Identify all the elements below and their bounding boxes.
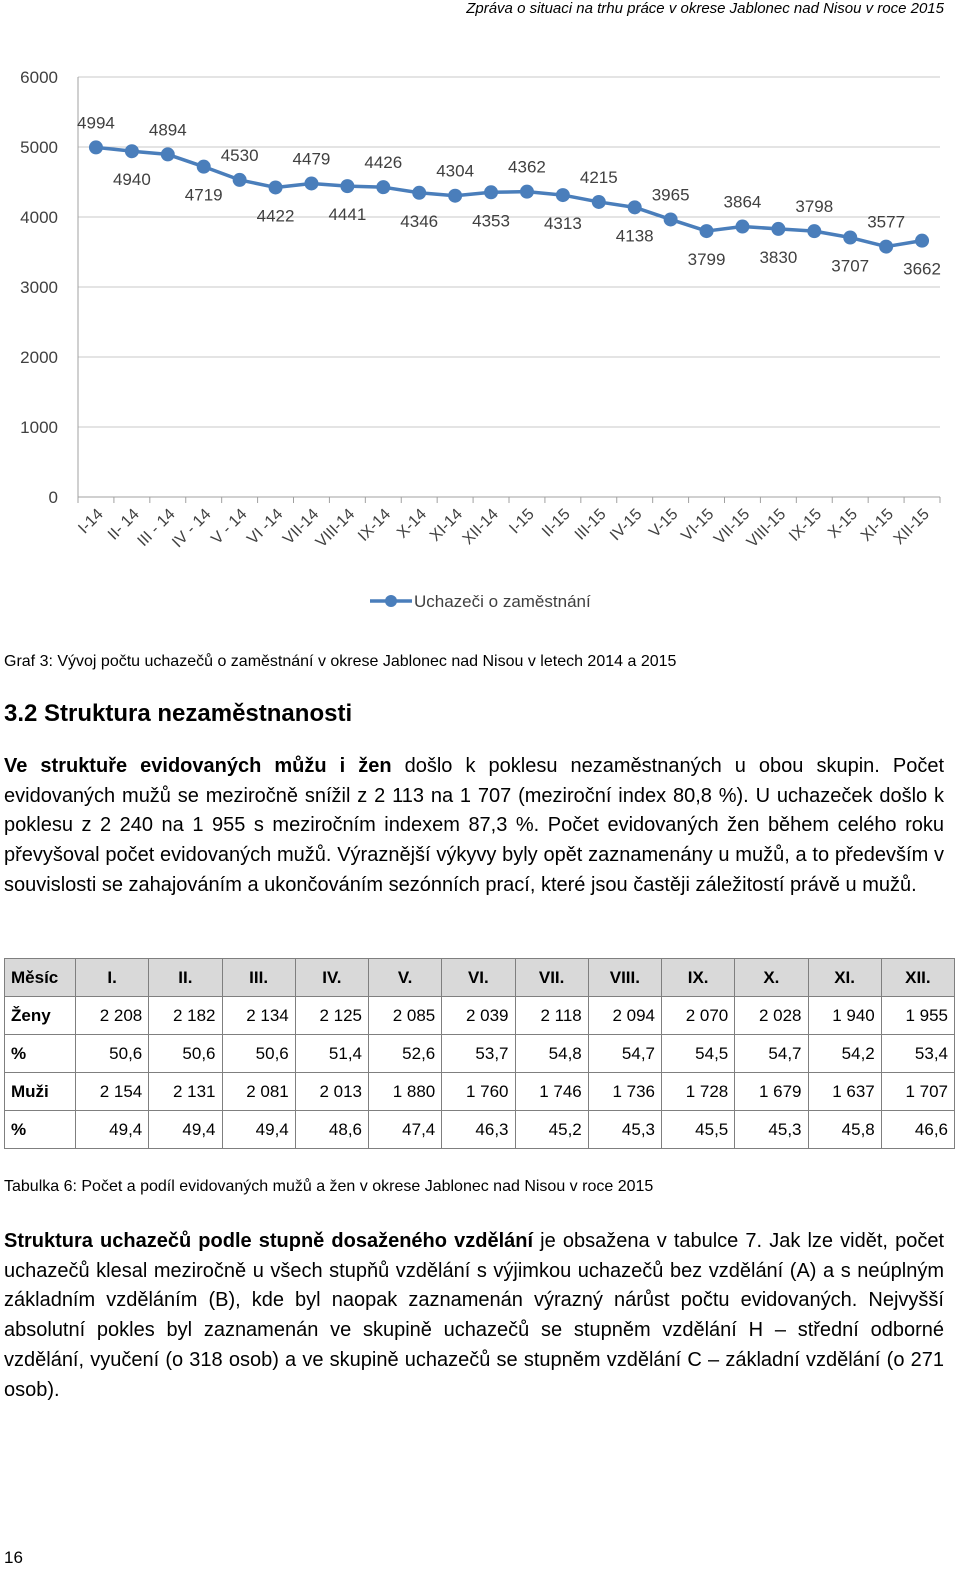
data-label: 4426	[364, 153, 403, 173]
table-cell: 2 013	[295, 1073, 368, 1111]
data-label: 4313	[543, 214, 582, 234]
x-tick-label: X-14	[394, 505, 431, 542]
row-label-cell: %	[5, 1035, 76, 1073]
x-tick-label: I-14	[75, 505, 107, 538]
x-tick-label: XII-15	[890, 505, 933, 549]
table-cell: 2 154	[76, 1073, 149, 1111]
data-point	[520, 185, 534, 199]
table-row	[5, 1035, 955, 1073]
table-header-cell: I.	[76, 959, 149, 997]
data-point	[879, 240, 893, 254]
chart-caption: Graf 3: Vývoj počtu uchazečů o zaměstnání v okrese Jablonec nad Nisou v letech 2014 a 2015	[4, 653, 677, 670]
data-point	[807, 224, 821, 238]
table-header-cell: Měsíc	[5, 959, 76, 997]
x-tick-label: II- 14	[104, 505, 143, 544]
table-row	[5, 1073, 955, 1111]
table-cell: 54,7	[735, 1035, 808, 1073]
data-point	[412, 186, 426, 200]
x-tick-label: IV - 14	[169, 505, 215, 552]
data-point	[700, 224, 714, 238]
x-tick-label: VIII-14	[312, 505, 359, 552]
table-cell: 50,6	[222, 1035, 295, 1073]
data-point	[592, 195, 606, 209]
y-tick-label: 1000	[20, 418, 58, 437]
data-point	[484, 185, 498, 199]
x-tick-label: VI-15	[678, 505, 718, 545]
table-cell: 2 131	[149, 1073, 222, 1111]
data-label: 3799	[687, 250, 726, 270]
table-cell: 1 736	[588, 1073, 661, 1111]
data-label: 4940	[112, 170, 151, 190]
row-label-cell: %	[5, 1111, 76, 1149]
table-header-cell: VIII.	[588, 959, 661, 997]
table-row	[5, 1111, 955, 1149]
data-point	[628, 200, 642, 214]
table-cell: 50,6	[149, 1035, 222, 1073]
table-cell: 50,6	[76, 1035, 149, 1073]
data-label: 4353	[472, 211, 510, 231]
data-label: 3864	[723, 192, 762, 212]
table-cell: 1 707	[881, 1073, 954, 1111]
table-cell: 51,4	[295, 1035, 368, 1073]
table-cell: 53,4	[881, 1035, 954, 1073]
x-tick-label: VII-15	[711, 505, 754, 549]
table-cell: 49,4	[76, 1111, 149, 1149]
data-point	[843, 231, 857, 245]
table-header-cell: IX.	[662, 959, 735, 997]
table-cell: 45,3	[735, 1111, 808, 1149]
data-point	[771, 222, 785, 236]
data-label: 4479	[292, 149, 331, 169]
y-tick-label: 0	[48, 488, 58, 507]
page-number: 16	[4, 1548, 23, 1567]
table-cell: 49,4	[149, 1111, 222, 1149]
data-label: 4215	[579, 167, 618, 187]
table-row	[5, 997, 955, 1035]
table-cell: 2 118	[515, 997, 588, 1035]
data-label: 3577	[867, 212, 906, 232]
data-point	[161, 147, 175, 161]
table-cell: 54,2	[808, 1035, 881, 1073]
x-tick-label: XII-14	[459, 505, 502, 549]
table-cell: 2 208	[76, 997, 149, 1035]
data-label: 4304	[436, 161, 475, 181]
x-tick-label: IV-15	[607, 505, 646, 545]
table-cell: 1 760	[442, 1073, 515, 1111]
table-cell: 2 182	[149, 997, 222, 1035]
paragraph-bold-lead: Struktura uchazečů podle stupně dosaženého vzdělání	[4, 1230, 534, 1252]
table-cell: 49,4	[222, 1111, 295, 1149]
x-tick-label: IX-14	[355, 505, 395, 545]
table-cell: 45,2	[515, 1111, 588, 1149]
x-tick-label: IX-15	[786, 505, 826, 545]
x-tick-label: XI-14	[426, 505, 466, 545]
data-label: 3662	[903, 259, 941, 279]
data-label: 3707	[831, 256, 870, 276]
data-label: 4422	[256, 206, 295, 226]
data-label: 4719	[184, 185, 223, 205]
data-point	[125, 144, 139, 158]
data-label: 4346	[400, 211, 439, 231]
table-header-row	[5, 959, 955, 997]
x-tick-label: XI-15	[857, 505, 897, 545]
data-label: 3798	[795, 197, 834, 217]
paragraph-text: je obsažena v tabulce 7. Jak lze vidět, počet uchazečů klesal meziročně u všech stupňů vzdělání s výjimkou uchazečů bez vzdělání (A) a s neúplným základním vzděláním (B), kde byl naopak zaznamenán výrazný nárůst počtu evidovaných. Nejvyšší absolutní pokles byl zaznamenán ve skupině uchazečů se stupněm vzdělání H – střední odborné vzdělání, vyučení (o 318 osob) a ve skupině uchazečů se stupněm vzdělání C – základní vzdělání (o 271 osob).	[4, 1230, 944, 1401]
x-tick-label: VII-14	[280, 505, 323, 549]
table-header-cell: X.	[735, 959, 808, 997]
table-cell: 1 940	[808, 997, 881, 1035]
table-cell: 45,8	[808, 1111, 881, 1149]
table-cell: 1 746	[515, 1073, 588, 1111]
data-point	[197, 160, 211, 174]
table-header-cell: VI.	[442, 959, 515, 997]
table-cell: 45,5	[662, 1111, 735, 1149]
y-tick-label: 2000	[20, 348, 58, 367]
data-point	[89, 140, 103, 154]
table-cell: 47,4	[369, 1111, 442, 1149]
legend-label: Uchazeči o zaměstnání	[414, 592, 591, 611]
table-cell: 53,7	[442, 1035, 515, 1073]
table-header-cell: XII.	[881, 959, 954, 997]
table-header-cell: II.	[149, 959, 222, 997]
x-tick-label: V - 14	[208, 505, 251, 549]
x-tick-label: I-15	[506, 505, 538, 538]
table-cell: 2 028	[735, 997, 808, 1035]
paragraph-gender-structure	[4, 752, 944, 901]
x-tick-label: III - 14	[134, 505, 179, 550]
data-label: 4138	[615, 226, 654, 246]
y-tick-label: 5000	[20, 138, 58, 157]
table-cell: 2 070	[662, 997, 735, 1035]
table-cell: 48,6	[295, 1111, 368, 1149]
table-cell: 2 094	[588, 997, 661, 1035]
line-chart	[0, 55, 960, 625]
table-cell: 1 679	[735, 1073, 808, 1111]
y-tick-label: 6000	[20, 68, 58, 87]
table-cell: 45,3	[588, 1111, 661, 1149]
x-tick-label: II-15	[539, 505, 574, 541]
table-cell: 1 955	[881, 997, 954, 1035]
data-point	[915, 234, 929, 248]
table-caption: Tabulka 6: Počet a podíl evidovaných mužů a žen v okrese Jablonec nad Nisou v roce 2015	[4, 1178, 654, 1195]
table-header-cell: XI.	[808, 959, 881, 997]
table-header-cell: III.	[222, 959, 295, 997]
table-cell: 46,6	[881, 1111, 954, 1149]
table-cell: 54,7	[588, 1035, 661, 1073]
data-label: 4441	[328, 205, 367, 225]
data-point	[664, 212, 678, 226]
table-cell: 1 637	[808, 1073, 881, 1111]
x-tick-label: X-15	[825, 505, 862, 542]
running-header: Zpráva o situaci na trhu práce v okrese Jablonec nad Nisou v roce 2015	[466, 0, 944, 17]
data-label: 4994	[77, 113, 115, 133]
table-cell: 54,5	[662, 1035, 735, 1073]
data-label: 4530	[220, 145, 259, 165]
y-tick-label: 3000	[20, 278, 58, 297]
y-tick-label: 4000	[20, 208, 58, 227]
gender-table	[4, 958, 955, 1149]
x-tick-label: III-15	[571, 505, 610, 544]
data-label: 3830	[759, 247, 798, 267]
data-point	[376, 180, 390, 194]
table-cell: 1 728	[662, 1073, 735, 1111]
table-cell: 2 085	[369, 997, 442, 1035]
table-header-cell: V.	[369, 959, 442, 997]
paragraph-bold-lead: Ve struktuře evidovaných můžu i žen	[4, 755, 392, 777]
row-label-cell: Ženy	[5, 997, 76, 1035]
data-point	[304, 176, 318, 190]
table-cell: 46,3	[442, 1111, 515, 1149]
data-point	[735, 220, 749, 234]
data-point	[448, 189, 462, 203]
table-header-cell: IV.	[295, 959, 368, 997]
data-point	[340, 179, 354, 193]
x-tick-label: V-15	[646, 505, 682, 542]
table-cell: 2 125	[295, 997, 368, 1035]
data-point	[269, 180, 283, 194]
table-cell: 54,8	[515, 1035, 588, 1073]
data-point	[556, 188, 570, 202]
table-cell: 2 039	[442, 997, 515, 1035]
table-cell: 2 081	[222, 1073, 295, 1111]
data-label: 3965	[651, 185, 690, 205]
row-label-cell: Muži	[5, 1073, 76, 1111]
data-point	[233, 173, 247, 187]
table-cell: 52,6	[369, 1035, 442, 1073]
x-tick-label: VIII-15	[743, 505, 790, 552]
data-label: 4362	[508, 157, 546, 177]
table-header-cell: VII.	[515, 959, 588, 997]
section-title: 3.2 Struktura nezaměstnanosti	[4, 700, 353, 727]
data-label: 4894	[148, 120, 187, 140]
table-cell: 1 880	[369, 1073, 442, 1111]
legend-marker	[385, 595, 397, 607]
paragraph-education-structure	[4, 1227, 944, 1405]
table-cell: 2 134	[222, 997, 295, 1035]
paragraph-text: došlo k poklesu nezaměstnaných u obou skupin. Počet evidovaných mužů se meziročně snížil z 2 113 na 1 707 (meziroční index 80,8 %). U uchazeček došlo k poklesu z 2 240 na 1 955 s meziročním indexem 87,3 %. Počet evidovaných žen během celého roku převyšoval počet evidovaných mužů. Výraznější výkyvy byly opět zaznamenány u mužů, a to především v souvislosti se zahajováním a ukončováním sezónních prací, které jsou častěji záležitostí právě u mužů.	[4, 755, 945, 896]
x-tick-label: VI -14	[244, 505, 287, 549]
